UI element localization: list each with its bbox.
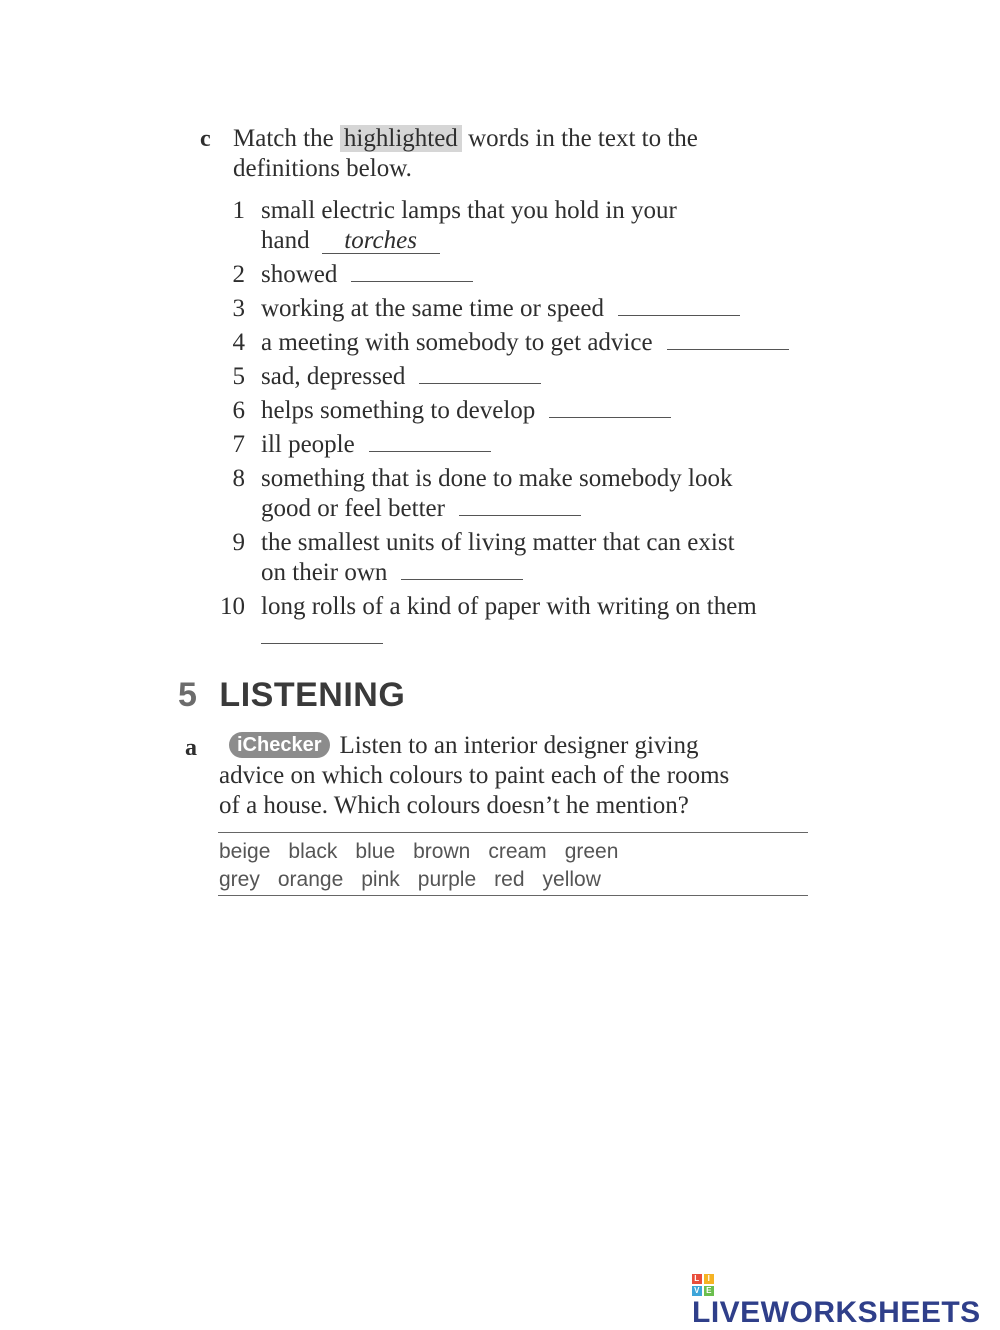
ichecker-badge[interactable]: iChecker: [229, 732, 330, 758]
answer-blank-6[interactable]: [549, 397, 671, 418]
color-word: yellow: [542, 868, 601, 891]
answer-blank-4[interactable]: [667, 329, 789, 350]
answer-blank-8[interactable]: [459, 495, 581, 516]
exercise-a-line1: Listen to an interior designer giving: [339, 732, 699, 759]
item-5-text: [261, 362, 541, 392]
answer-blank-9[interactable]: [401, 559, 523, 580]
top-rule: [218, 832, 808, 833]
item-6-text: [261, 396, 671, 426]
item-6-label: helps something to develop: [261, 397, 536, 424]
item-7-label: ill people: [261, 431, 355, 458]
color-word: brown: [413, 840, 471, 863]
section-title: LISTENING: [219, 676, 406, 714]
item-4-label: a meeting with somebody to get advice: [261, 329, 653, 356]
color-word: orange: [277, 868, 344, 891]
answer-blank-3[interactable]: [618, 295, 740, 316]
item-3-label: working at the same time or speed: [261, 295, 604, 322]
liveworksheets-logo[interactable]: [692, 1252, 1000, 1330]
exercise-a-line3: of a house. Which colours doesn’t he mention?: [219, 792, 689, 819]
bottom-rule: [218, 895, 808, 896]
section-number: 5: [178, 676, 198, 714]
item-number: 3: [232, 295, 245, 322]
item-2-text: [261, 260, 473, 290]
item-2-label: showed: [261, 261, 338, 288]
exercise-c-instruction: [233, 124, 698, 184]
item-10-line1: long rolls of a kind of paper with writing on them: [261, 593, 757, 620]
item-7-text: [261, 430, 491, 460]
answer-blank-2[interactable]: [351, 261, 473, 282]
exercise-a-letter: a: [185, 735, 197, 761]
answer-example: torches: [322, 229, 440, 254]
item-10-text: [261, 592, 757, 652]
item-number: 7: [232, 431, 245, 458]
logo-letter: V: [692, 1286, 702, 1296]
answer-blank-5[interactable]: [419, 363, 541, 384]
item-number: 4: [232, 329, 245, 356]
instruction-text-before: Match the: [233, 125, 334, 152]
item-number: 5: [232, 363, 245, 390]
item-5-label: sad, depressed: [261, 363, 406, 390]
item-9-line2: on their own: [261, 559, 388, 586]
answer-blank-7[interactable]: [369, 431, 491, 452]
item-8-line1: something that is done to make somebody look: [261, 465, 733, 492]
item-9-text: [261, 528, 735, 588]
logo-text: LIVEWORKSHEETS: [692, 1296, 981, 1329]
logo-grid-icon: [692, 1274, 714, 1296]
logo-letter: E: [704, 1286, 714, 1296]
color-word: blue: [355, 840, 396, 863]
item-number: 1: [232, 197, 245, 224]
item-1-text: [261, 196, 677, 256]
color-word: green: [564, 840, 619, 863]
item-number: 10: [220, 593, 245, 620]
instruction-text-after: words in the text to the: [468, 125, 698, 152]
color-row-2: [219, 866, 636, 894]
logo-letter: L: [692, 1274, 702, 1284]
item-1-line1: small electric lamps that you hold in your: [261, 197, 677, 224]
answer-blank-10[interactable]: [261, 623, 383, 644]
color-word: beige: [219, 840, 271, 863]
item-4-text: [261, 328, 789, 358]
color-list: [219, 838, 636, 894]
exercise-c-letter: c: [200, 126, 211, 152]
item-number: 9: [232, 529, 245, 556]
highlighted-word: highlighted: [340, 125, 462, 152]
item-8-text: [261, 464, 732, 524]
item-number: 2: [232, 261, 245, 288]
item-9-line1: the smallest units of living matter that can exist: [261, 529, 735, 556]
section-heading: [178, 676, 405, 715]
color-word: cream: [488, 840, 547, 863]
color-word: black: [288, 840, 338, 863]
item-number: 6: [232, 397, 245, 424]
logo-letter: I: [704, 1274, 714, 1284]
item-3-text: [261, 294, 740, 324]
instruction-line-2: definitions below.: [233, 155, 412, 182]
color-word: pink: [361, 868, 400, 891]
item-8-line2: good or feel better: [261, 495, 445, 522]
color-word: purple: [417, 868, 477, 891]
color-word: grey: [219, 868, 260, 891]
item-1-line2: hand: [261, 227, 310, 254]
color-word: red: [494, 868, 525, 891]
exercise-a-line2: advice on which colours to paint each of the rooms: [219, 762, 730, 789]
item-number: 8: [232, 465, 245, 492]
color-row-1: [219, 838, 636, 866]
exercise-a-instruction: [219, 731, 729, 821]
